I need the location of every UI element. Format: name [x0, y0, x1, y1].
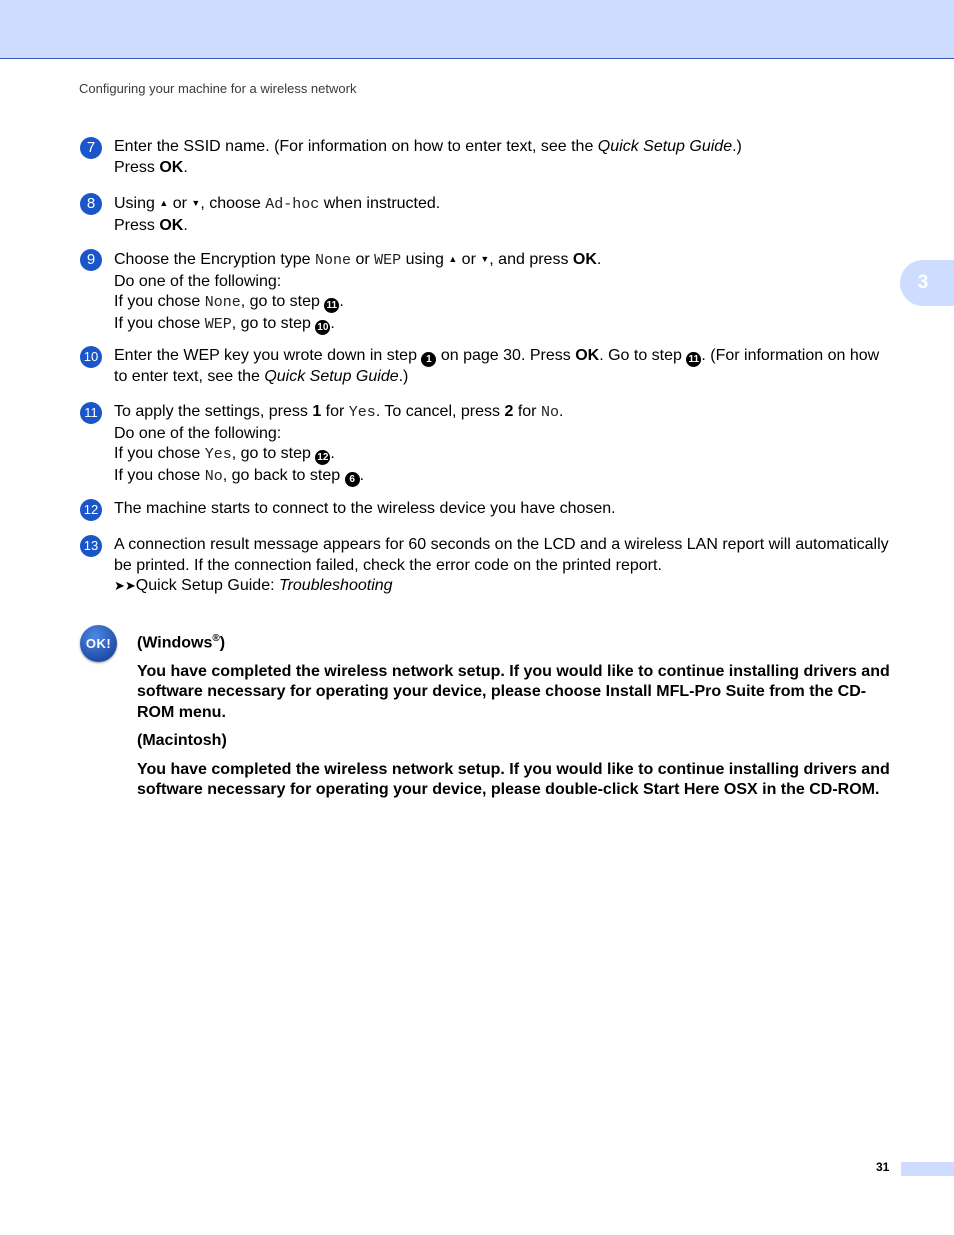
- chapter-number: 3: [917, 272, 929, 293]
- step-9-line-4: If you chose WEP, go to step 10 .: [114, 314, 335, 333]
- step-12-text: The machine starts to connect to the wireless device you have chosen.: [114, 500, 616, 517]
- step-13-reference: ➤➤Quick Setup Guide: Troubleshooting: [114, 577, 393, 594]
- double-arrow-icon: ➤➤: [114, 578, 136, 593]
- step-ref-badge: 1: [421, 352, 436, 367]
- footer-bar: [901, 1162, 954, 1176]
- step-7: [80, 137, 895, 178]
- down-arrow-icon: ▼: [480, 254, 490, 264]
- step-number-13: 13: [80, 535, 102, 557]
- step-12: [80, 499, 895, 520]
- step-9-line-1: Choose the Encryption type None or WEP using ▲ or ▼, and press OK.: [114, 251, 602, 269]
- step-11-line-2: Do one of the following:: [114, 424, 282, 442]
- step-13: [80, 535, 895, 597]
- step-9-line-2: Do one of the following:: [114, 272, 282, 290]
- step-10-text: Enter the WEP key you wrote down in step 1 on page 30. Press OK. Go to step 11 . (For information on how to enter text, see the Quick Setup Guide.): [114, 347, 880, 385]
- macintosh-heading: (Macintosh): [137, 732, 227, 750]
- step-11-line-3: If you chose Yes, go to step 12 .: [114, 445, 335, 463]
- step-10-body: [114, 346, 895, 388]
- step-ref-badge: 11: [686, 352, 701, 367]
- macintosh-note-text: You have completed the wireless network setup. If you would like to continue installing drivers and software necessary for operating your device, please double-click Start Here OSX in the CD-ROM.: [137, 760, 890, 799]
- step-8-line-2: Press OK.: [114, 216, 188, 234]
- step-9-line-3: If you chose None, go to step 11 .: [114, 293, 344, 311]
- step-7-line-2: Press OK.: [114, 158, 188, 176]
- up-arrow-icon: ▲: [159, 198, 169, 208]
- step-ref-badge: 6: [345, 472, 360, 487]
- step-8-body: [114, 193, 895, 236]
- step-9-body: [114, 249, 895, 335]
- step-12-body: [114, 499, 895, 520]
- step-11: [80, 402, 895, 487]
- step-ref-badge: 11: [324, 298, 339, 313]
- step-13-body: [114, 535, 895, 597]
- page-number: 31: [876, 1160, 890, 1174]
- step-number-8: 8: [80, 193, 102, 215]
- step-number-12: 12: [80, 499, 102, 521]
- step-7-body: [114, 137, 895, 178]
- step-ref-badge: 10: [317, 321, 329, 333]
- step-number-7: 7: [80, 137, 102, 159]
- step-number-10: 10: [80, 346, 102, 368]
- up-arrow-icon: ▲: [448, 254, 458, 264]
- step-10: [80, 346, 895, 388]
- step-number-11: 11: [80, 402, 102, 424]
- ok-icon: OK!: [80, 625, 117, 662]
- step-11-line-4: If you chose No, go back to step 6 .: [114, 466, 365, 485]
- step-13-text: A connection result message appears for 60 seconds on the LCD and a wireless LAN report will automatically be printed. If the connection failed, check the error code on the printed report.: [114, 536, 889, 574]
- step-ref-badge: 12: [317, 452, 329, 463]
- windows-note-text: You have completed the wireless network setup. If you would like to continue installing drivers and software necessary for operating your device, please choose Install MFL-Pro Suite from the CD-ROM menu.: [137, 662, 890, 721]
- step-11-body: [114, 402, 895, 487]
- step-11-line-1: To apply the settings, press 1 for Yes. To cancel, press 2 for No.: [114, 403, 564, 421]
- step-7-line-1: Enter the SSID name. (For information on how to enter text, see the Quick Setup Guide.): [114, 138, 742, 155]
- step-8-line-1: Using ▲ or ▼, choose Ad-hoc when instructed.: [114, 195, 441, 213]
- windows-heading: (Windows®): [137, 633, 226, 652]
- down-arrow-icon: ▼: [191, 198, 201, 208]
- chapter-tab: [900, 260, 954, 306]
- header-band: [0, 0, 954, 59]
- step-number-9: 9: [80, 249, 102, 271]
- running-header: Configuring your machine for a wireless network: [79, 81, 357, 96]
- step-8: [80, 193, 895, 236]
- step-9: [80, 249, 895, 335]
- ok-note: [137, 629, 897, 809]
